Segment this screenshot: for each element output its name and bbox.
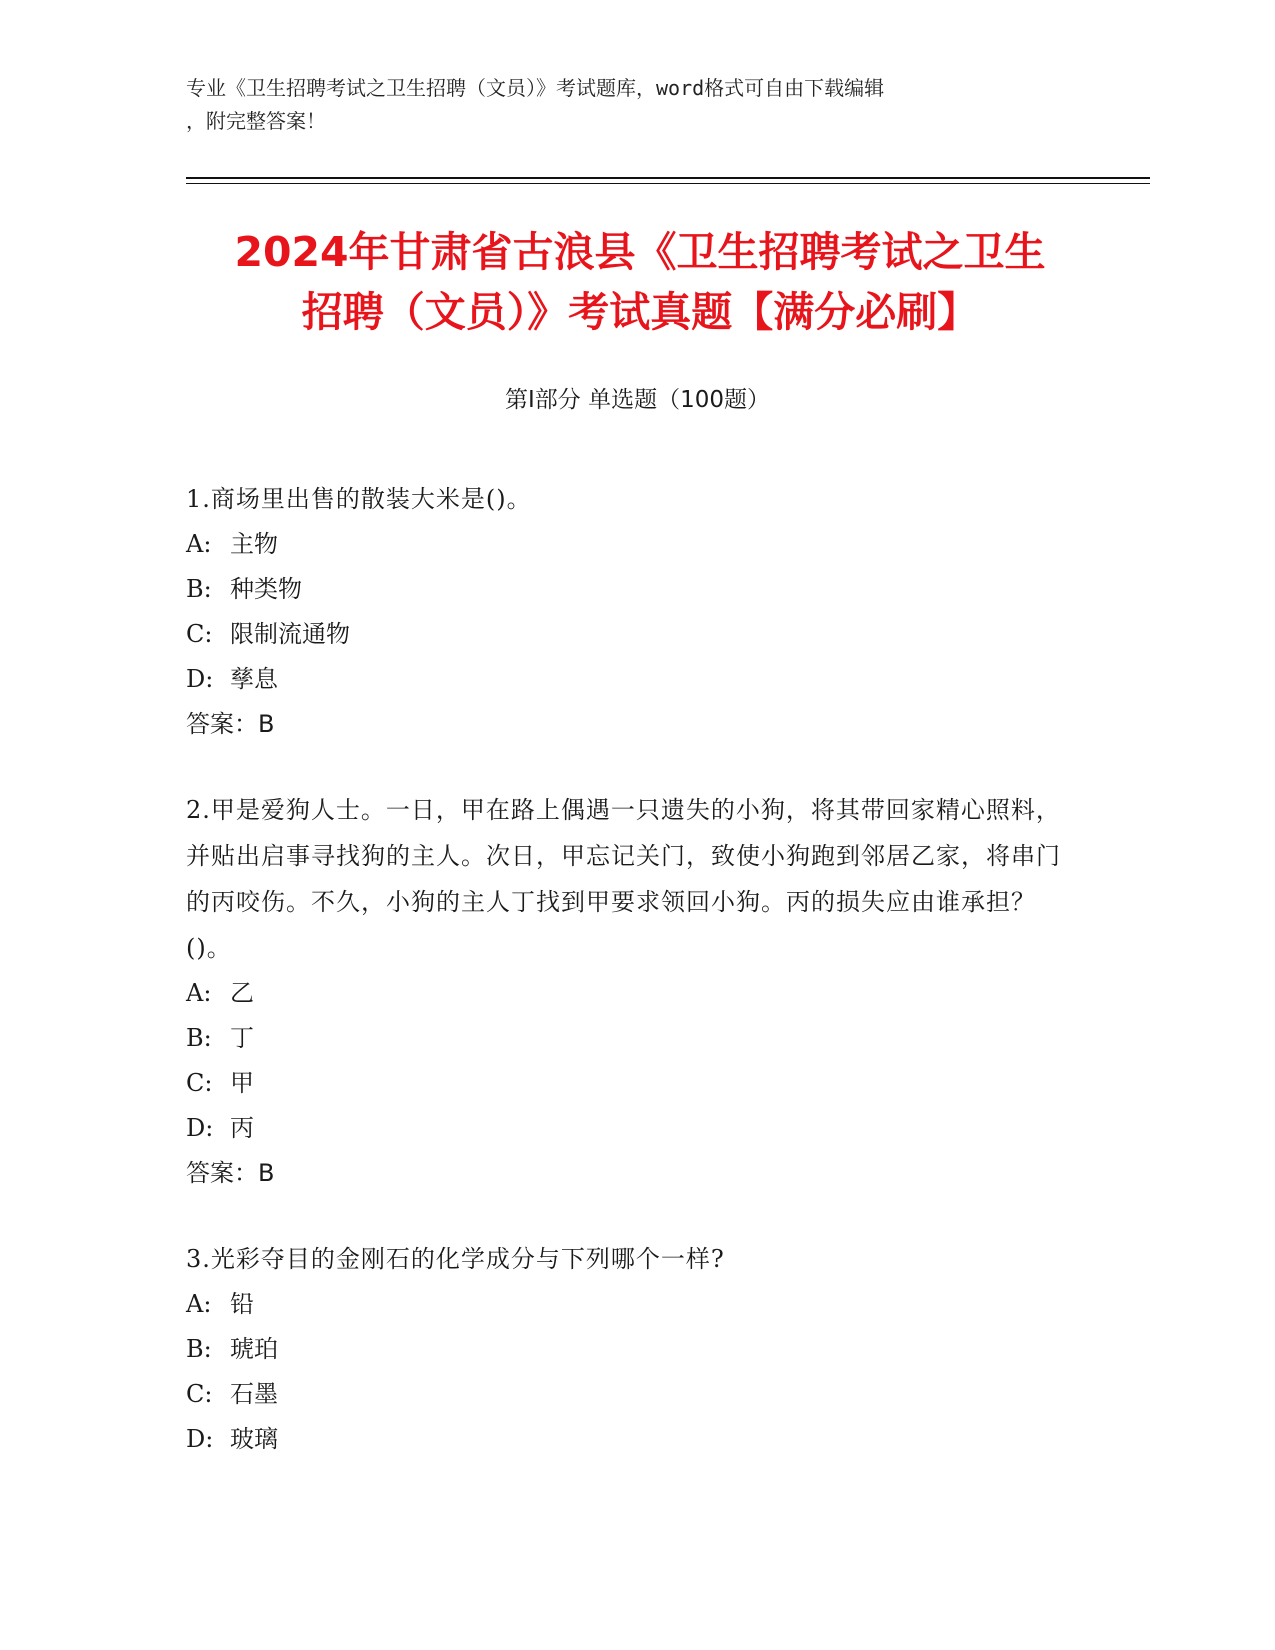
header-note-line-1: 专业《卫生招聘考试之卫生招聘（文员）》考试题库，word格式可自由下载编辑 [186, 76, 885, 100]
option-a [186, 522, 1066, 567]
option-key: C: [186, 620, 213, 648]
question-list [186, 476, 1066, 1502]
option-key: B: [186, 1024, 212, 1052]
option-key: B: [186, 575, 212, 603]
document-title-line-2: 招聘（文员）》考试真题【满分必刷】 [301, 288, 979, 336]
option-b [186, 1327, 1066, 1372]
option-text: 乙 [230, 979, 254, 1007]
option-d [186, 657, 1066, 702]
option-key: D: [186, 1425, 214, 1453]
option-key: A: [186, 1290, 212, 1318]
option-key: A: [186, 979, 212, 1007]
header-note-line-2: ，附完整答案！ [186, 109, 326, 133]
option-key: A: [186, 530, 212, 558]
option-c [186, 1061, 1066, 1106]
option-text: 丙 [230, 1114, 254, 1142]
document-title [160, 222, 1120, 342]
option-b [186, 567, 1066, 612]
option-text: 孳息 [230, 665, 278, 693]
header-divider-thick [186, 177, 1150, 179]
option-text: 种类物 [230, 575, 302, 603]
answer: 答案：B [186, 710, 275, 738]
question-stem: 3.光彩夺目的金刚石的化学成分与下列哪个一样? [186, 1245, 725, 1273]
question-3 [186, 1236, 1066, 1462]
option-c [186, 1372, 1066, 1417]
question-1 [186, 476, 1066, 747]
option-b [186, 1016, 1066, 1061]
option-key: D: [186, 1114, 214, 1142]
option-c [186, 612, 1066, 657]
option-text: 琥珀 [230, 1335, 278, 1363]
option-text: 铅 [230, 1290, 254, 1318]
option-text: 限制流通物 [230, 620, 350, 648]
question-stem: 2.甲是爱狗人士。一日，甲在路上偶遇一只遗失的小狗，将其带回家精心照料，并贴出启事寻找狗的主人。次日，甲忘记关门，致使小狗跑到邻居乙家，将串门的丙咬伤。不久，小狗的主人丁找到甲要求领回小狗。丙的损失应由谁承担？()。 [186, 796, 1061, 962]
option-text: 玻璃 [230, 1425, 278, 1453]
header-note [186, 72, 1066, 138]
document-title-line-1: 2024年甘肃省古浪县《卫生招聘考试之卫生 [234, 228, 1046, 276]
option-a [186, 971, 1066, 1016]
option-text: 石墨 [230, 1380, 278, 1408]
option-key: C: [186, 1380, 213, 1408]
option-key: D: [186, 665, 214, 693]
question-stem: 1.商场里出售的散装大米是()。 [186, 485, 532, 513]
option-key: B: [186, 1335, 212, 1363]
answer: 答案：B [186, 1159, 275, 1187]
option-text: 甲 [230, 1069, 254, 1097]
question-2 [186, 787, 1066, 1196]
option-a [186, 1282, 1066, 1327]
option-text: 主物 [230, 530, 278, 558]
option-text: 丁 [230, 1024, 254, 1052]
option-d [186, 1106, 1066, 1151]
section-title: 第I部分 单选题（100题） [505, 387, 770, 413]
option-key: C: [186, 1069, 213, 1097]
header-divider-thin [186, 183, 1150, 184]
option-d [186, 1417, 1066, 1462]
